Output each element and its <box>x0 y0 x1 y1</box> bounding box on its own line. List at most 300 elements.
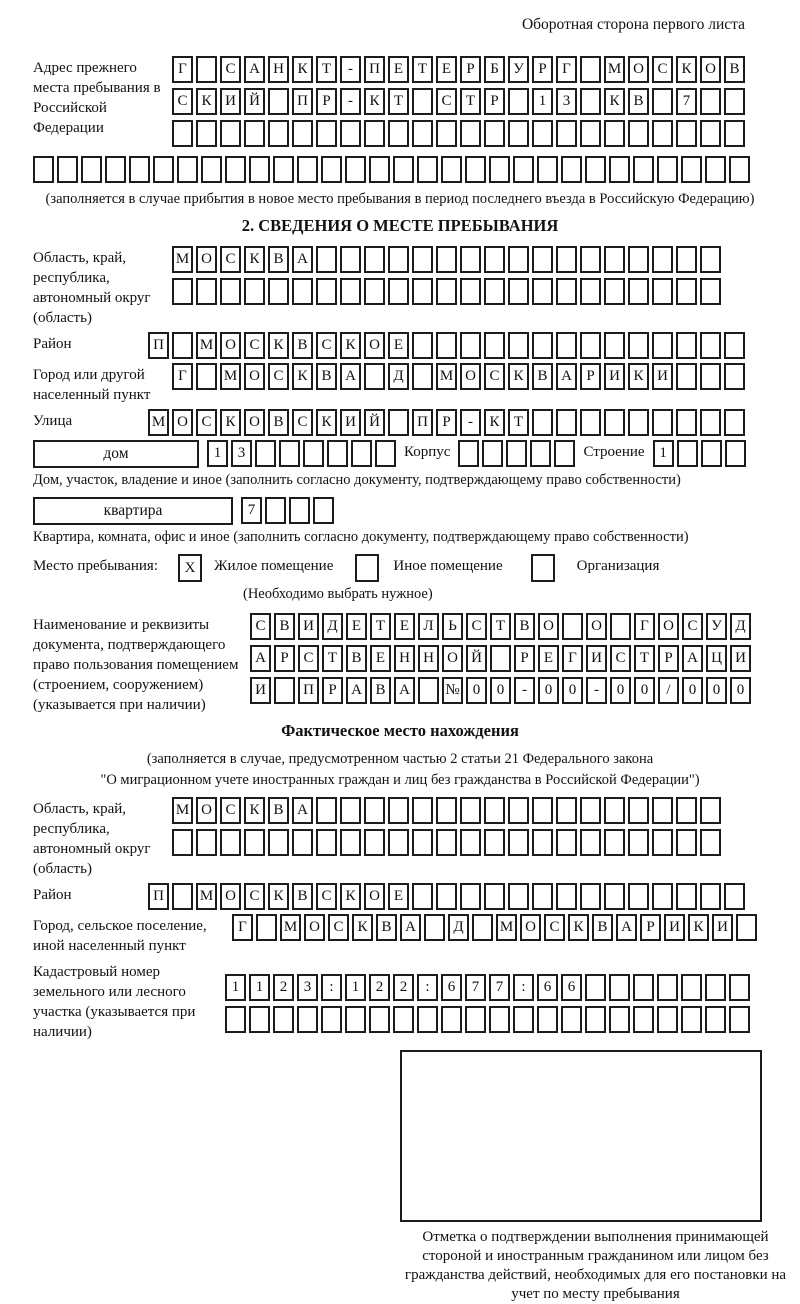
char-box <box>585 156 606 183</box>
char-box: Ц <box>706 645 727 672</box>
dom-row <box>33 440 800 468</box>
char-box <box>412 883 433 910</box>
char-box <box>460 883 481 910</box>
char-box: О <box>364 332 385 359</box>
char-box: Е <box>436 56 457 83</box>
char-box <box>244 278 265 305</box>
char-box <box>700 120 721 147</box>
char-box <box>700 409 721 436</box>
char-box: И <box>712 914 733 941</box>
char-box <box>604 883 625 910</box>
oblast-row <box>33 246 800 328</box>
kadastr-row <box>33 960 800 1042</box>
char-box: С <box>292 409 313 436</box>
fact-gorod-boxes <box>232 914 760 941</box>
char-box: О <box>442 645 463 672</box>
char-box <box>268 278 289 305</box>
char-box: М <box>148 409 169 436</box>
char-box: П <box>148 883 169 910</box>
char-box: 0 <box>562 677 583 704</box>
char-box: А <box>556 363 577 390</box>
char-box: М <box>604 56 625 83</box>
char-box: - <box>514 677 535 704</box>
char-box: Г <box>556 56 577 83</box>
char-box: А <box>682 645 703 672</box>
char-box: 1 <box>225 974 246 1001</box>
char-box <box>292 278 313 305</box>
char-box <box>364 246 385 273</box>
char-box: А <box>340 363 361 390</box>
char-box: К <box>292 363 313 390</box>
char-box <box>513 1006 534 1033</box>
char-box <box>580 88 601 115</box>
char-box <box>490 645 511 672</box>
char-box <box>225 1006 246 1033</box>
char-box: М <box>196 332 217 359</box>
char-box <box>609 1006 630 1033</box>
char-box: - <box>340 88 361 115</box>
char-box: К <box>508 363 529 390</box>
stroenie-label: Строение <box>583 444 645 460</box>
char-box: Т <box>634 645 655 672</box>
char-box: П <box>364 56 385 83</box>
char-box: К <box>364 88 385 115</box>
char-box: Р <box>322 677 343 704</box>
char-box: В <box>592 914 613 941</box>
char-box: И <box>652 363 673 390</box>
char-box <box>465 156 486 183</box>
char-box <box>537 1006 558 1033</box>
fact-oblast-label: Область, край, республика, автономный округ (область) <box>33 801 151 877</box>
char-box <box>484 883 505 910</box>
char-box <box>172 883 193 910</box>
char-box <box>172 120 193 147</box>
char-box <box>364 797 385 824</box>
char-box <box>652 88 673 115</box>
doc-boxes-3 <box>250 677 754 704</box>
char-box <box>340 278 361 305</box>
stroenie-boxes <box>653 440 749 467</box>
char-box <box>172 332 193 359</box>
char-box <box>556 829 577 856</box>
char-box: И <box>586 645 607 672</box>
char-box: А <box>292 797 313 824</box>
char-box <box>677 440 698 467</box>
oblast-boxes-2 <box>172 278 724 305</box>
char-box: Т <box>388 88 409 115</box>
char-box: О <box>658 613 679 640</box>
char-box <box>412 246 433 273</box>
char-box: О <box>244 409 265 436</box>
char-box: Г <box>562 645 583 672</box>
char-box <box>681 974 702 1001</box>
char-box <box>729 974 750 1001</box>
char-box <box>388 409 409 436</box>
char-box <box>201 156 222 183</box>
char-box: 0 <box>682 677 703 704</box>
char-box: 2 <box>393 974 414 1001</box>
char-box: Й <box>244 88 265 115</box>
raion-label: Район <box>33 336 72 352</box>
char-box <box>705 156 726 183</box>
char-box <box>676 278 697 305</box>
char-box: П <box>412 409 433 436</box>
char-box: 0 <box>730 677 751 704</box>
kadastr-boxes-2 <box>225 1006 753 1033</box>
char-box: К <box>676 56 697 83</box>
char-box: К <box>604 88 625 115</box>
char-box <box>652 409 673 436</box>
char-box <box>604 278 625 305</box>
char-box <box>388 797 409 824</box>
char-box: С <box>466 613 487 640</box>
char-box <box>220 829 241 856</box>
prev-address-full-row <box>33 156 800 183</box>
char-box <box>633 1006 654 1033</box>
char-box: 3 <box>556 88 577 115</box>
char-box: М <box>436 363 457 390</box>
char-box: С <box>682 613 703 640</box>
char-box <box>676 829 697 856</box>
char-box: Т <box>412 56 433 83</box>
char-box: 7 <box>489 974 510 1001</box>
char-box <box>388 829 409 856</box>
char-box <box>556 332 577 359</box>
char-box <box>609 974 630 1001</box>
char-box: Т <box>490 613 511 640</box>
char-box <box>729 156 750 183</box>
char-box: С <box>220 56 241 83</box>
char-box: О <box>700 56 721 83</box>
char-box <box>369 1006 390 1033</box>
char-box <box>580 409 601 436</box>
fact-raion-label: Район <box>33 887 72 903</box>
fact-oblast-boxes-2 <box>172 829 724 856</box>
char-box: О <box>586 613 607 640</box>
char-box <box>681 156 702 183</box>
char-box <box>273 1006 294 1033</box>
char-box: 1 <box>532 88 553 115</box>
korpus-boxes <box>458 440 578 467</box>
char-box: В <box>292 883 313 910</box>
char-box <box>633 974 654 1001</box>
char-box: А <box>616 914 637 941</box>
char-box <box>316 829 337 856</box>
char-box: Б <box>484 56 505 83</box>
char-box <box>676 883 697 910</box>
char-box: Д <box>388 363 409 390</box>
char-box: Т <box>508 409 529 436</box>
char-box: Р <box>580 363 601 390</box>
char-box: И <box>604 363 625 390</box>
kadastr-boxes-1 <box>225 974 753 1001</box>
fact-oblast-boxes-1 <box>172 797 724 824</box>
char-box: И <box>340 409 361 436</box>
char-box: О <box>460 363 481 390</box>
char-box <box>484 246 505 273</box>
char-box <box>393 156 414 183</box>
char-box <box>705 1006 726 1033</box>
char-box: Т <box>322 645 343 672</box>
char-box <box>388 120 409 147</box>
char-box <box>153 156 174 183</box>
char-box <box>340 246 361 273</box>
char-box <box>436 246 457 273</box>
char-box <box>316 797 337 824</box>
char-box <box>297 156 318 183</box>
char-box: 3 <box>297 974 318 1001</box>
ulitsa-row <box>33 409 800 436</box>
char-box: 6 <box>561 974 582 1001</box>
char-box: Р <box>640 914 661 941</box>
char-box: П <box>148 332 169 359</box>
char-box <box>604 829 625 856</box>
char-box <box>340 120 361 147</box>
char-box: С <box>652 56 673 83</box>
char-box <box>532 278 553 305</box>
char-box <box>657 1006 678 1033</box>
dom-boxes <box>207 440 399 467</box>
gorod-label: Город или другой населенный пункт <box>33 367 151 403</box>
mesto-label: Место пребывания: <box>33 558 158 574</box>
char-box <box>508 829 529 856</box>
char-box: П <box>298 677 319 704</box>
checkbox-organizatsiya <box>531 554 555 582</box>
char-box: Ь <box>442 613 463 640</box>
char-box: Р <box>532 56 553 83</box>
char-box <box>369 156 390 183</box>
char-box: В <box>370 677 391 704</box>
char-box: 1 <box>653 440 674 467</box>
char-box: Р <box>460 56 481 83</box>
char-box: К <box>244 246 265 273</box>
doc-boxes-2 <box>250 645 754 672</box>
char-box <box>436 883 457 910</box>
char-box <box>628 409 649 436</box>
char-box <box>628 120 649 147</box>
char-box: Е <box>370 645 391 672</box>
char-box <box>489 156 510 183</box>
char-box: М <box>196 883 217 910</box>
char-box: К <box>688 914 709 941</box>
char-box <box>33 156 54 183</box>
char-box: О <box>244 363 265 390</box>
char-box: М <box>172 246 193 273</box>
char-box: Т <box>370 613 391 640</box>
char-box: К <box>568 914 589 941</box>
char-box <box>436 120 457 147</box>
char-box <box>700 278 721 305</box>
char-box <box>676 332 697 359</box>
fact-title: Фактическое место нахождения <box>281 721 519 740</box>
char-box <box>340 829 361 856</box>
char-box: - <box>460 409 481 436</box>
char-box: О <box>196 246 217 273</box>
char-box: О <box>520 914 541 941</box>
char-box <box>725 440 746 467</box>
char-box <box>652 246 673 273</box>
char-box <box>724 363 745 390</box>
char-box <box>652 278 673 305</box>
prev-address-caption: (заполняется в случае прибытия в новое место пребывания в период последнего въезда в Российскую Федерацию) <box>45 191 755 207</box>
char-box <box>484 332 505 359</box>
char-box: Й <box>364 409 385 436</box>
option-organizatsiya-label: Организация <box>576 558 660 574</box>
char-box <box>700 246 721 273</box>
kvartira-box-label: квартира <box>33 497 233 525</box>
char-box: К <box>220 409 241 436</box>
char-box <box>585 1006 606 1033</box>
char-box: 0 <box>706 677 727 704</box>
char-box <box>604 797 625 824</box>
char-box <box>652 120 673 147</box>
option-zhiloe-label: Жилое помещение <box>214 558 334 574</box>
oblast-boxes-1 <box>172 246 724 273</box>
prev-address-row-1 <box>172 56 748 83</box>
char-box <box>460 120 481 147</box>
char-box <box>556 883 577 910</box>
char-box: С <box>316 883 337 910</box>
char-box <box>676 120 697 147</box>
char-box: К <box>484 409 505 436</box>
char-box <box>412 797 433 824</box>
char-box <box>460 246 481 273</box>
char-box <box>196 278 217 305</box>
char-box: В <box>292 332 313 359</box>
char-box <box>604 246 625 273</box>
char-box <box>556 246 577 273</box>
char-box: - <box>586 677 607 704</box>
char-box <box>736 914 757 941</box>
char-box: Н <box>268 56 289 83</box>
char-box <box>508 332 529 359</box>
char-box <box>489 1006 510 1033</box>
char-box <box>460 278 481 305</box>
char-box <box>657 156 678 183</box>
char-box <box>628 883 649 910</box>
char-box: П <box>292 88 313 115</box>
char-box: В <box>268 797 289 824</box>
char-box <box>532 829 553 856</box>
char-box <box>652 829 673 856</box>
char-box: И <box>730 645 751 672</box>
char-box <box>364 278 385 305</box>
char-box <box>508 278 529 305</box>
char-box: У <box>508 56 529 83</box>
char-box <box>364 829 385 856</box>
char-box: Е <box>388 332 409 359</box>
char-box <box>724 120 745 147</box>
char-box: 3 <box>231 440 252 467</box>
char-box <box>268 120 289 147</box>
char-box <box>265 497 286 524</box>
char-box <box>484 278 505 305</box>
char-box <box>604 409 625 436</box>
char-box <box>530 440 551 467</box>
char-box <box>255 440 276 467</box>
char-box <box>196 56 217 83</box>
char-box: Е <box>346 613 367 640</box>
char-box <box>321 1006 342 1033</box>
char-box: Е <box>388 56 409 83</box>
char-box <box>244 829 265 856</box>
char-box <box>580 332 601 359</box>
char-box <box>532 246 553 273</box>
char-box <box>537 156 558 183</box>
char-box <box>609 156 630 183</box>
char-box: А <box>400 914 421 941</box>
char-box <box>244 120 265 147</box>
char-box <box>554 440 575 467</box>
char-box: / <box>658 677 679 704</box>
char-box: В <box>724 56 745 83</box>
char-box: Д <box>448 914 469 941</box>
char-box: О <box>172 409 193 436</box>
checkbox-inoe <box>355 554 379 582</box>
char-box: А <box>250 645 271 672</box>
char-box <box>580 246 601 273</box>
char-box <box>388 246 409 273</box>
char-box: К <box>340 332 361 359</box>
char-box <box>196 120 217 147</box>
char-box <box>345 156 366 183</box>
char-box <box>327 440 348 467</box>
char-box <box>700 363 721 390</box>
char-box <box>700 797 721 824</box>
char-box <box>345 1006 366 1033</box>
char-box: К <box>244 797 265 824</box>
char-box <box>279 440 300 467</box>
char-box: О <box>220 332 241 359</box>
char-box <box>580 56 601 83</box>
prev-address-row-2 <box>172 88 748 115</box>
char-box <box>628 278 649 305</box>
char-box <box>604 332 625 359</box>
char-box: С <box>220 797 241 824</box>
char-box <box>441 1006 462 1033</box>
char-box <box>292 829 313 856</box>
char-box: С <box>484 363 505 390</box>
prev-address-label: Адрес прежнего места пребывания в Российской Федерации <box>33 60 161 136</box>
char-box: В <box>268 246 289 273</box>
char-box: Л <box>418 613 439 640</box>
fact-subtitle-1: (заполняется в случае, предусмотренном частью 2 статьи 21 Федерального закона <box>146 751 654 767</box>
char-box <box>508 246 529 273</box>
char-box: В <box>316 363 337 390</box>
oblast-label: Область, край, республика, автономный округ (область) <box>33 250 151 326</box>
prev-address-section <box>33 56 800 152</box>
char-box <box>628 829 649 856</box>
char-box: В <box>376 914 397 941</box>
char-box <box>436 829 457 856</box>
char-box: К <box>628 363 649 390</box>
ulitsa-boxes <box>148 409 748 436</box>
char-box <box>610 613 631 640</box>
char-box: Р <box>658 645 679 672</box>
char-box: Р <box>316 88 337 115</box>
char-box: Е <box>394 613 415 640</box>
char-box: 0 <box>634 677 655 704</box>
char-box <box>724 88 745 115</box>
char-box <box>561 156 582 183</box>
char-box <box>556 409 577 436</box>
char-box: : <box>321 974 342 1001</box>
char-box: В <box>346 645 367 672</box>
mesto-prebyvaniya-row <box>33 554 800 582</box>
raion-row <box>33 332 800 359</box>
char-box <box>249 1006 270 1033</box>
char-box: М <box>220 363 241 390</box>
